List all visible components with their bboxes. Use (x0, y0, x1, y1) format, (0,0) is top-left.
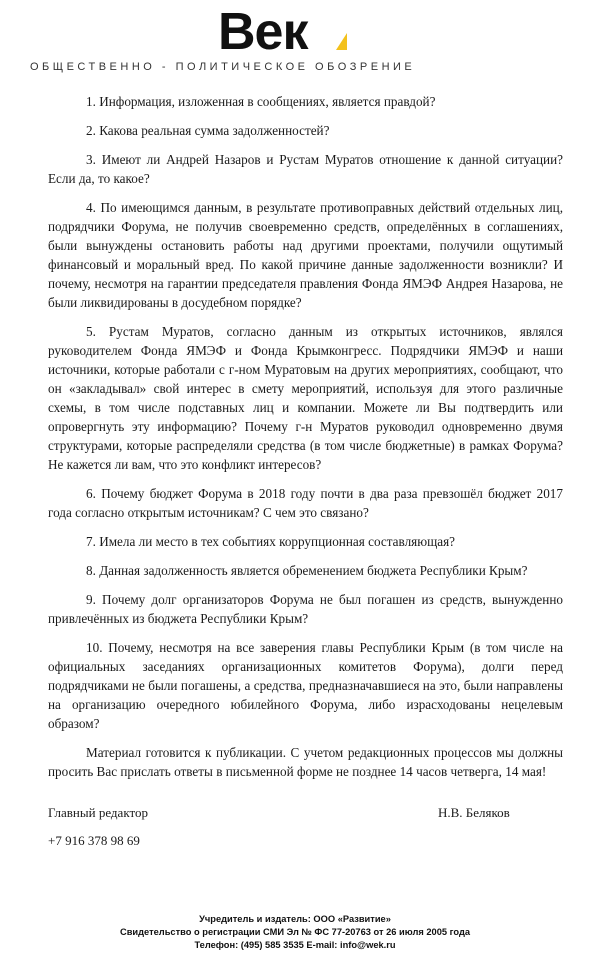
logo: Век (218, 3, 308, 61)
question-1: 1. Информация, изложенная в сообщениях, является правдой? (86, 94, 436, 109)
question-8: 8. Данная задолженность является обременением бюджета Республики Крым? (86, 563, 528, 578)
closing-note: Материал готовится к публикации. С учетом редакционных процессов мы должны просить Вас прислать ответы в письменной форме не позднее 14 часов четверга, 14 мая! (48, 745, 563, 779)
question-7: 7. Имела ли место в тех событиях коррупционная составляющая? (86, 534, 456, 549)
question-4: 4. По имеющимся данным, в результате противоправных действий отдельных лиц, подрядчики Форума, не получив своевременно средств, определённых в соглашениях, были вынуждены остановить работы над другими проектами, получили ощутимый финансовый и моральный вред. По какой причине данные задолженности возникли? И почему, несмотря на гарантии председателя правления Фонда ЯМЭФ Андрея Назарова, не были ликвидированы в досудебном порядке? (48, 200, 563, 310)
question-5: 5. Рустам Муратов, согласно данным из открытых источников, являлся руководителем Фонда ЯМЭФ и Фонда Крымконгресс. Подрядчики ЯМЭФ и наши источники, которые работали с г-ном Муратовым на других мероприятиях, сообщают, что он «закладывал» свой интерес в смету мероприятий, используя для этого различные схемы, в том числе подставных лиц и компании. Можете ли Вы подтвердить или опровергнуть эту информацию? Почему г-н Муратов руководил одновременно двумя структурами, которые распределяли средства (в том числе бюджетные) в рамках Форума? Не кажется ли вам, что это конфликт интересов? (48, 324, 563, 472)
signature-position: Главный редактор (48, 805, 148, 820)
question-3: 3. Имеют ли Андрей Назаров и Рустам Муратов отношение к данной ситуации? Если да, то какое? (48, 152, 563, 186)
questions-list (48, 92, 563, 791)
signature-name: Н.В. Беляков (438, 805, 510, 820)
question-10: 10. Почему, несмотря на все заверения главы Республики Крым (в том числе на официальных заседаниях организационных комитетов Форума), долги перед подрядчиками не были погашены, а средства, предназначавшиеся на это, были направлены на организацию очередного юбилейного Форума, либо израсходованы нецелевым образом? (48, 640, 563, 731)
footer-registration: Свидетельство о регистрации СМИ Эл № ФС 77-20763 от 26 июля 2005 года (119, 927, 471, 937)
footer (0, 913, 590, 952)
footer-contacts: Телефон: (495) 585 3535 E-mail: info@wek.ru (194, 940, 396, 950)
question-6: 6. Почему бюджет Форума в 2018 году почти в два раза превзошёл бюджет 2017 года согласно открытым источникам? С чем это связано? (48, 486, 563, 520)
question-2: 2. Какова реальная сумма задолженностей? (86, 123, 330, 138)
footer-publisher: Учредитель и издатель: ООО «Развитие» (199, 914, 391, 924)
tagline: ОБЩЕСТВЕННО - ПОЛИТИЧЕСКОЕ ОБОЗРЕНИЕ (30, 61, 416, 73)
question-9: 9. Почему долг организаторов Форума не был погашен из средств, вынужденно привлечённых из бюджета Республики Крым? (48, 592, 563, 626)
logo-accent-triangle (336, 33, 347, 50)
contact-phone: +7 916 378 98 69 (48, 833, 140, 848)
